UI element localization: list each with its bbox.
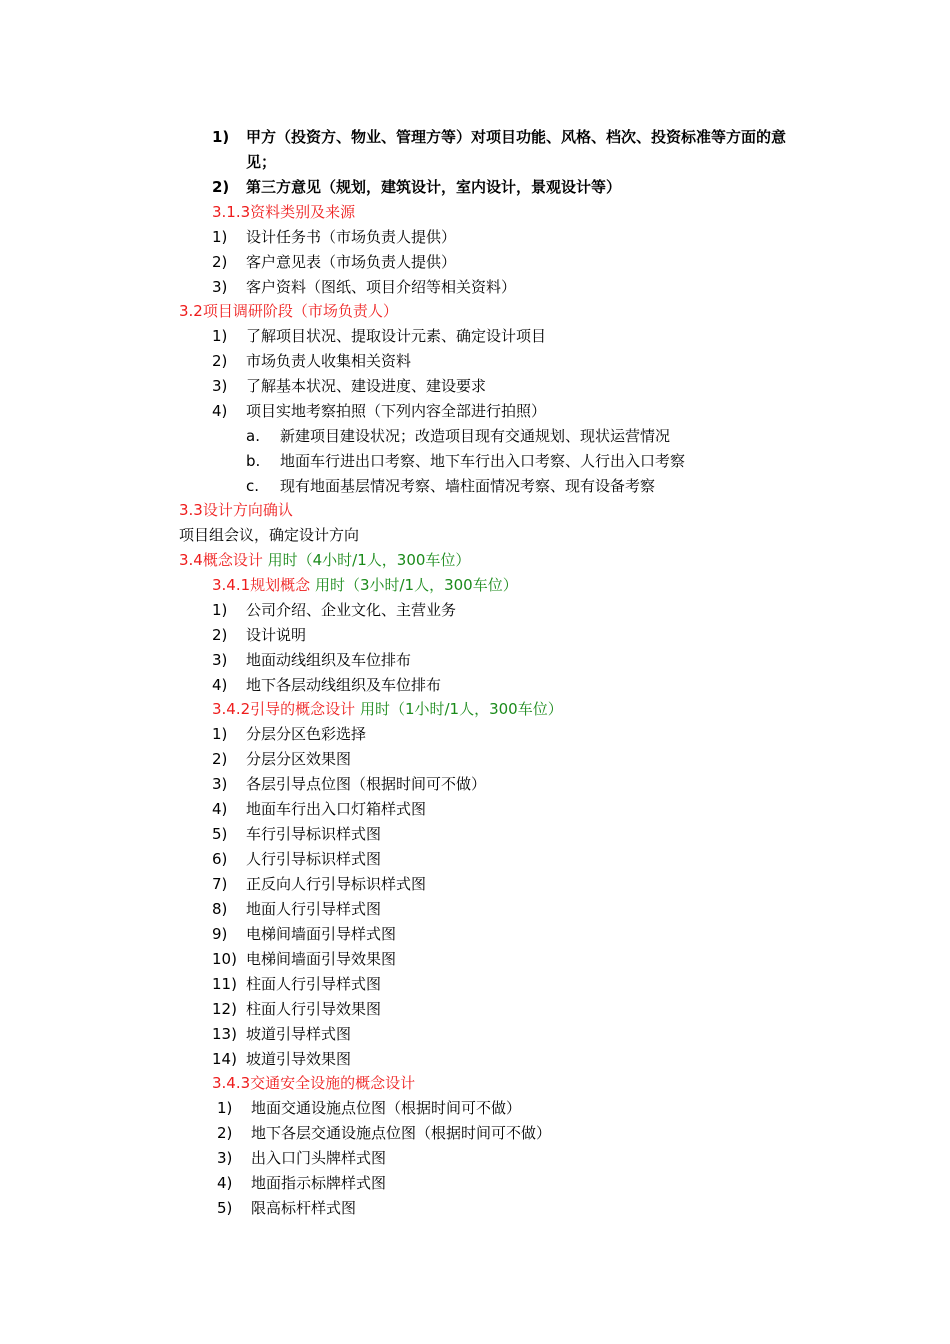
item-text: 正反向人行引导标识样式图 bbox=[246, 875, 427, 893]
heading-title: 3.4.2引导的概念设计 bbox=[212, 700, 356, 718]
item-text: 出入口门头牌样式图 bbox=[251, 1149, 387, 1167]
list-item bbox=[217, 1198, 356, 1218]
item-number: 2) bbox=[212, 626, 228, 644]
list-item bbox=[212, 824, 381, 844]
item-text: 设计说明 bbox=[246, 626, 307, 644]
list-item bbox=[217, 1098, 521, 1118]
section-heading-3-1-3: 3.1.3资料类别及来源 bbox=[212, 203, 356, 221]
item-number: 3) bbox=[212, 278, 228, 296]
item-text: 车行引导标识样式图 bbox=[246, 825, 382, 843]
item-text: 各层引导点位图（根据时间可不做） bbox=[246, 775, 487, 793]
item-text: 现有地面基层情况考察、墙柱面情况考察、现有设备考察 bbox=[280, 477, 656, 495]
item-text: 坡道引导样式图 bbox=[246, 1025, 352, 1043]
item-number: 3) bbox=[212, 775, 228, 793]
item-number: 1) bbox=[212, 228, 228, 246]
item-number: 3) bbox=[212, 377, 228, 395]
item-number: 4) bbox=[212, 800, 228, 818]
section-heading-3-4-1 bbox=[212, 575, 518, 595]
item-text: 地下各层交通设施点位图（根据时间可不做） bbox=[251, 1124, 552, 1142]
item-text: 地面车行出入口灯箱样式图 bbox=[246, 800, 427, 818]
item-number: 8) bbox=[212, 900, 228, 918]
item-number: 5) bbox=[217, 1199, 233, 1217]
heading-time: 用时（1小时/1人，300车位） bbox=[359, 700, 563, 718]
list-item bbox=[212, 326, 546, 346]
item-text: 客户资料（图纸、项目介绍等相关资料） bbox=[246, 278, 517, 296]
item-text: 地面动线组织及车位排布 bbox=[246, 651, 412, 669]
item-number: 4) bbox=[217, 1174, 233, 1192]
list-item bbox=[212, 874, 426, 894]
list-item bbox=[212, 849, 381, 869]
item-text: 分层分区色彩选择 bbox=[246, 725, 367, 743]
item-text: 人行引导标识样式图 bbox=[246, 850, 382, 868]
list-item bbox=[212, 799, 426, 819]
item-number: 3) bbox=[212, 651, 228, 669]
item-text: 限高标杆样式图 bbox=[251, 1199, 357, 1217]
section-heading-3-4 bbox=[179, 550, 470, 570]
section-heading-3-4-2 bbox=[212, 699, 563, 719]
list-item bbox=[212, 227, 456, 247]
list-item bbox=[212, 675, 441, 695]
item-text: 电梯间墙面引导样式图 bbox=[246, 925, 397, 943]
item-text: 了解项目状况、提取设计元素、确定设计项目 bbox=[246, 327, 547, 345]
item-text: 地面车行进出口考察、地下车行出入口考察、人行出入口考察 bbox=[280, 452, 686, 470]
item-number: 13) bbox=[212, 1025, 237, 1043]
item-text: 地面人行引导样式图 bbox=[246, 900, 382, 918]
list-item bbox=[212, 899, 381, 919]
list-item bbox=[246, 426, 670, 446]
item-number: 11) bbox=[212, 975, 237, 993]
section-heading-3-4-3: 3.4.3交通安全设施的概念设计 bbox=[212, 1074, 416, 1092]
item-text: 设计任务书（市场负责人提供） bbox=[246, 228, 457, 246]
list-item bbox=[212, 924, 396, 944]
item-number: 10) bbox=[212, 950, 237, 968]
item-text: 客户意见表（市场负责人提供） bbox=[246, 253, 457, 271]
heading-title: 3.2项目调研阶段 bbox=[179, 302, 293, 320]
list-item bbox=[212, 774, 486, 794]
item-number: 14) bbox=[212, 1050, 237, 1068]
item-number: 9) bbox=[212, 925, 228, 943]
heading-time: 用时（4小时/1人，300车位） bbox=[267, 551, 471, 569]
heading-time: 用时（3小时/1人，300车位） bbox=[314, 576, 518, 594]
item-text: 柱面人行引导样式图 bbox=[246, 975, 382, 993]
list-item-continuation: 见； bbox=[246, 153, 277, 171]
section-heading-3-2 bbox=[179, 301, 398, 321]
list-item bbox=[212, 376, 486, 396]
list-item bbox=[212, 1049, 351, 1069]
item-text: 甲方（投资方、物业、管理方等）对项目功能、风格、档次、投资标准等方面的意 bbox=[246, 128, 787, 146]
item-text: 市场负责人收集相关资料 bbox=[246, 352, 412, 370]
item-number: 1) bbox=[212, 128, 230, 146]
heading-title: 3.4概念设计 bbox=[179, 551, 263, 569]
item-text: 项目实地考察拍照（下列内容全部进行拍照） bbox=[246, 402, 547, 420]
list-item bbox=[212, 127, 786, 147]
item-number: 1) bbox=[212, 725, 228, 743]
item-text: 地面交通设施点位图（根据时间可不做） bbox=[251, 1099, 522, 1117]
item-number: 2) bbox=[212, 253, 228, 271]
item-number: 1) bbox=[212, 327, 228, 345]
item-number: 1) bbox=[212, 601, 228, 619]
list-item bbox=[212, 1024, 351, 1044]
item-number: 4) bbox=[212, 402, 228, 420]
heading-title: 3.4.1规划概念 bbox=[212, 576, 311, 594]
item-text: 了解基本状况、建设进度、建设要求 bbox=[246, 377, 487, 395]
item-number: c. bbox=[246, 477, 260, 495]
item-text: 公司介绍、企业文化、主营业务 bbox=[246, 601, 457, 619]
item-number: 2) bbox=[212, 750, 228, 768]
item-number: 4) bbox=[212, 676, 228, 694]
item-number: 12) bbox=[212, 1000, 237, 1018]
list-item bbox=[217, 1173, 386, 1193]
list-item bbox=[212, 625, 306, 645]
list-item bbox=[212, 974, 381, 994]
item-number: 5) bbox=[212, 825, 228, 843]
paragraph: 项目组会议，确定设计方向 bbox=[179, 526, 360, 544]
item-text: 电梯间墙面引导效果图 bbox=[246, 950, 397, 968]
item-number: b. bbox=[246, 452, 261, 470]
list-item bbox=[212, 724, 366, 744]
item-text: 地面指示标牌样式图 bbox=[251, 1174, 387, 1192]
item-number: 2) bbox=[212, 352, 228, 370]
item-text: 第三方意见（规划，建筑设计，室内设计，景观设计等） bbox=[246, 178, 622, 196]
heading-note: （市场负责人） bbox=[292, 302, 398, 320]
item-number: 2) bbox=[212, 178, 230, 196]
list-item bbox=[246, 451, 685, 471]
list-item bbox=[212, 351, 411, 371]
list-item bbox=[246, 476, 655, 496]
section-heading-3-3: 3.3设计方向确认 bbox=[179, 501, 293, 519]
list-item bbox=[212, 177, 621, 197]
item-text: 分层分区效果图 bbox=[246, 750, 352, 768]
list-item bbox=[212, 949, 396, 969]
item-number: a. bbox=[246, 427, 260, 445]
list-item bbox=[212, 999, 381, 1019]
item-text: 柱面人行引导效果图 bbox=[246, 1000, 382, 1018]
list-item bbox=[217, 1148, 386, 1168]
item-number: 2) bbox=[217, 1124, 233, 1142]
item-number: 3) bbox=[217, 1149, 233, 1167]
item-number: 6) bbox=[212, 850, 228, 868]
list-item bbox=[212, 401, 546, 421]
item-text: 坡道引导效果图 bbox=[246, 1050, 352, 1068]
list-item bbox=[212, 600, 456, 620]
item-number: 1) bbox=[217, 1099, 233, 1117]
item-text: 新建项目建设状况；改造项目现有交通规划、现状运营情况 bbox=[280, 427, 671, 445]
item-text: 地下各层动线组织及车位排布 bbox=[246, 676, 442, 694]
list-item bbox=[212, 277, 516, 297]
list-item bbox=[212, 650, 411, 670]
list-item bbox=[212, 252, 456, 272]
item-number: 7) bbox=[212, 875, 228, 893]
list-item bbox=[217, 1123, 551, 1143]
list-item bbox=[212, 749, 351, 769]
